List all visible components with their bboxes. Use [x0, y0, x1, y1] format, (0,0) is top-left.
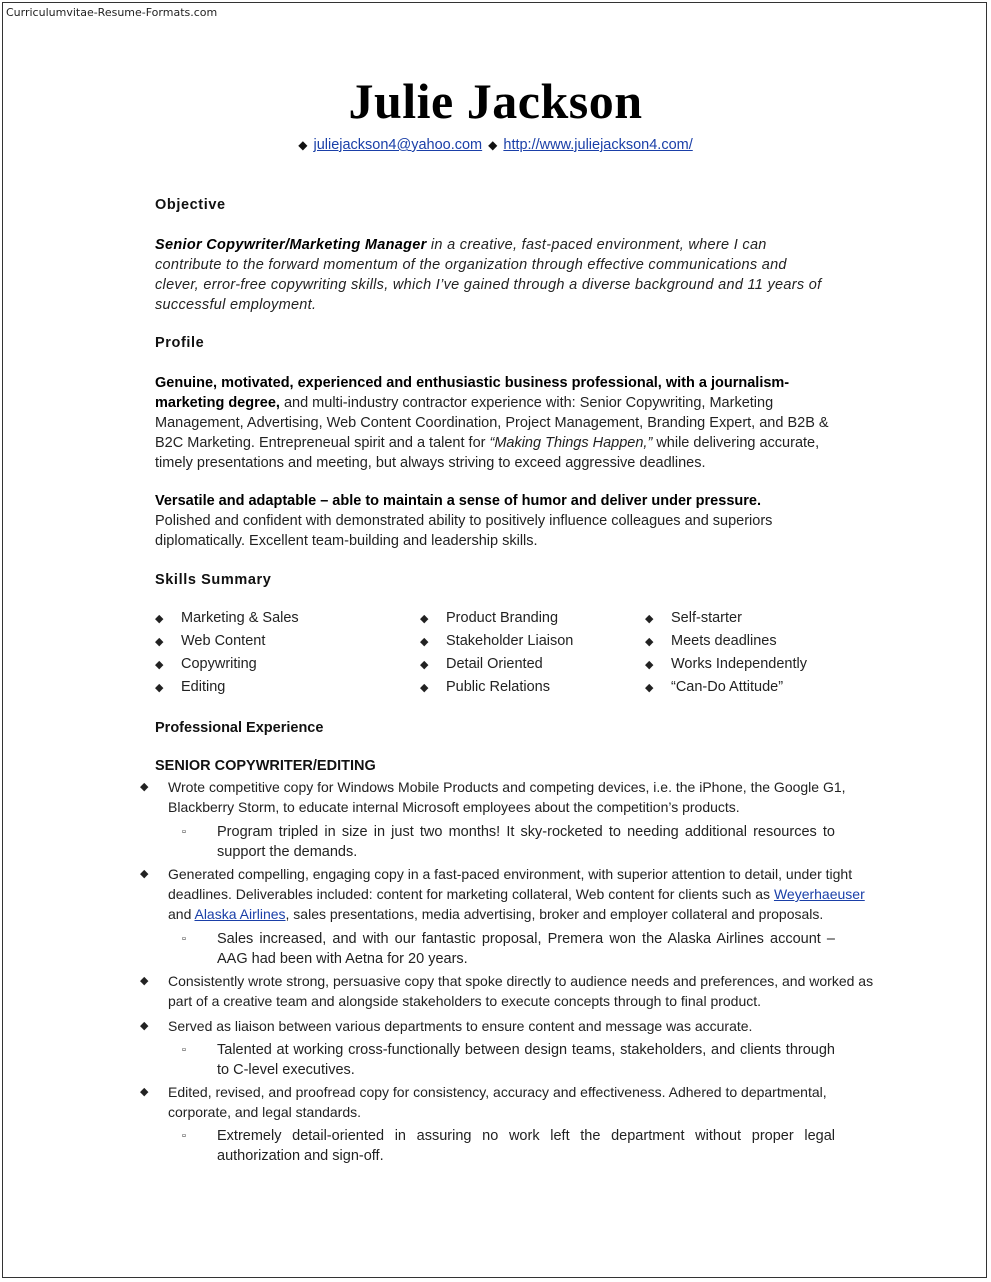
skill-label: Detail Oriented — [446, 656, 543, 672]
diamond-icon: ◆ — [420, 636, 429, 648]
diamond-icon: ◆ — [140, 781, 149, 793]
experience-section — [155, 720, 835, 736]
sub-bullet-text: Program tripled in size in just two months! It sky-rocketed to needing additional resources to support the demands. — [217, 824, 835, 860]
diamond-icon: ◆ — [155, 636, 164, 648]
bullet-text: Served as liaison between various departments to ensure content and message was accurate. — [168, 1018, 753, 1034]
diamond-icon: ◆ — [298, 138, 308, 152]
list-item — [140, 971, 875, 1011]
job-title-block — [155, 758, 835, 774]
experience-list — [140, 777, 875, 1166]
profile-bold-1: Genuine, motivated, experienced and enthusiastic business professional, with a journalism-marketing degree, — [155, 375, 790, 411]
skill-label: Marketing & Sales — [181, 610, 299, 626]
skills-grid — [155, 610, 855, 702]
weyerhaeuser-link[interactable]: Weyerhaeuser — [773, 886, 865, 902]
skill-label: Self-starter — [671, 610, 742, 626]
list-item — [140, 1040, 875, 1080]
profile-heading: Profile — [155, 335, 205, 351]
list-item — [420, 610, 573, 633]
square-bullet-icon: ▫ — [182, 933, 186, 945]
skills-column-1 — [155, 610, 299, 702]
square-bullet-icon: ▫ — [182, 1044, 186, 1056]
list-item — [140, 822, 875, 862]
bullet-text: Wrote competitive copy for Windows Mobile Products and competing devices, i.e. the iPhone, the Google G1, Blackberry Storm, to educate internal Microsoft employees about the competition’s products. — [168, 779, 846, 815]
skills-heading: Skills Summary — [155, 572, 272, 588]
profile-section — [155, 335, 835, 351]
diamond-icon: ◆ — [140, 868, 149, 880]
profile-text-2 — [155, 491, 815, 551]
sub-bullet-text: Extremely detail-oriented in assuring no work left the department without proper legal authorization and sign-off. — [217, 1128, 835, 1164]
profile-bold-2: Versatile and adaptable – able to maintain a sense of humor and deliver under pressure. — [155, 493, 761, 509]
objective-body — [155, 235, 823, 315]
list-item — [140, 1016, 875, 1036]
diamond-icon: ◆ — [488, 138, 498, 152]
square-bullet-icon: ▫ — [182, 826, 186, 838]
watermark: Curriculumvitae-Resume-Formats.com — [6, 6, 218, 19]
skill-label: Copywriting — [181, 656, 257, 672]
candidate-name: Julie Jackson — [348, 73, 643, 129]
diamond-icon: ◆ — [420, 682, 429, 694]
skills-column-2 — [420, 610, 573, 702]
diamond-icon: ◆ — [645, 659, 654, 671]
list-item — [140, 1126, 875, 1166]
job-title: SENIOR COPYWRITER/EDITING — [155, 758, 376, 774]
list-item — [420, 656, 573, 679]
skills-section — [155, 572, 835, 588]
alaska-airlines-link[interactable]: Alaska Airlines — [194, 906, 286, 922]
list-item — [645, 633, 807, 656]
objective-desc: in a creative, fast-paced environment, where I can contribute to the forward momentum of the organization through effective communications and clever, error-free copywriting skills, which I’ve gained through a diverse background and 11 years of successful employment. — [155, 237, 822, 313]
profile-span-a: and multi-industry contractor experience with: Senior Copywriting, Marketing Management, Advertising, Web Content Coordination, Project Management, Branding Expert, and B2B & B2C Marketing. Entrepreneual spirit and a talent for — [155, 395, 829, 451]
bullet-text: Consistently wrote strong, persuasive copy that spoke directly to audience needs and preferences, and worked as part of a creative team and alongside stakeholders to execute concepts through to final product. — [168, 973, 874, 1009]
skill-label: Editing — [181, 679, 226, 695]
list-item — [420, 633, 573, 656]
objective-section — [155, 197, 835, 213]
diamond-icon: ◆ — [155, 613, 164, 625]
list-item — [155, 656, 299, 679]
diamond-icon: ◆ — [645, 636, 654, 648]
profile-italic: “Making Things Happen,” — [489, 435, 653, 451]
diamond-icon: ◆ — [645, 613, 654, 625]
skill-label: Web Content — [181, 633, 266, 649]
skill-label: Works Independently — [671, 656, 807, 672]
skills-column-3 — [645, 610, 807, 702]
list-item — [645, 679, 807, 702]
list-item — [140, 777, 875, 817]
list-item — [155, 610, 299, 633]
bullet-text: , sales presentations, media advertising, broker and employer collateral and proposals. — [285, 906, 824, 922]
objective-heading: Objective — [155, 197, 226, 213]
skill-label: Product Branding — [446, 610, 559, 626]
experience-heading: Professional Experience — [155, 720, 324, 736]
diamond-icon: ◆ — [140, 975, 149, 987]
sub-bullet-text: Talented at working cross-functionally between design teams, stakeholders, and clients through to C-level executives. — [217, 1042, 835, 1078]
diamond-icon: ◆ — [140, 1020, 149, 1032]
objective-title: Senior Copywriter/Marketing Manager — [155, 237, 427, 253]
bullet-text: and — [168, 906, 195, 922]
list-item — [645, 656, 807, 679]
square-bullet-icon: ▫ — [182, 1130, 186, 1142]
skill-label: “Can-Do Attitude” — [671, 679, 784, 695]
profile-para-2 — [155, 491, 815, 551]
email-link[interactable]: juliejackson4@yahoo.com — [313, 137, 483, 153]
list-item — [140, 864, 875, 924]
bullet-text: Edited, revised, and proofread copy for consistency, accuracy and effectiveness. Adhered to departmental, corporate, and legal standards. — [168, 1084, 827, 1120]
skill-label: Public Relations — [446, 679, 550, 695]
diamond-icon: ◆ — [420, 659, 429, 671]
objective-text — [155, 235, 823, 315]
diamond-icon: ◆ — [155, 659, 164, 671]
list-item — [140, 929, 875, 969]
profile-para-1 — [155, 373, 835, 473]
contact-line — [0, 137, 991, 153]
bullet-text: Generated compelling, engaging copy in a fast-paced environment, with superior attention to detail, under tight deadlines. Deliverables included: content for marketing collateral, Web content for clients such as — [168, 866, 853, 902]
list-item — [645, 610, 807, 633]
profile-text-1 — [155, 373, 835, 473]
diamond-icon: ◆ — [645, 682, 654, 694]
sub-bullet-text: Sales increased, and with our fantastic proposal, Premera won the Alaska Airlines account – AAG had been with Aetna for 20 years. — [217, 931, 835, 967]
list-item — [155, 679, 299, 702]
list-item — [140, 1082, 875, 1122]
list-item — [155, 633, 299, 656]
list-item — [420, 679, 573, 702]
diamond-icon: ◆ — [420, 613, 429, 625]
website-link[interactable]: http://www.juliejackson4.com/ — [503, 137, 693, 153]
profile-span-c: Polished and confident with demonstrated ability to positively influence colleagues and superiors diplomatically. Excellent team-building and leadership skills. — [155, 513, 773, 549]
profile-span-b: while delivering accurate, timely presentations and meeting, but always striving to exceed aggressive deadlines. — [155, 435, 820, 471]
skill-label: Meets deadlines — [671, 633, 777, 649]
skill-label: Stakeholder Liaison — [446, 633, 574, 649]
diamond-icon: ◆ — [155, 682, 164, 694]
diamond-icon: ◆ — [140, 1086, 149, 1098]
